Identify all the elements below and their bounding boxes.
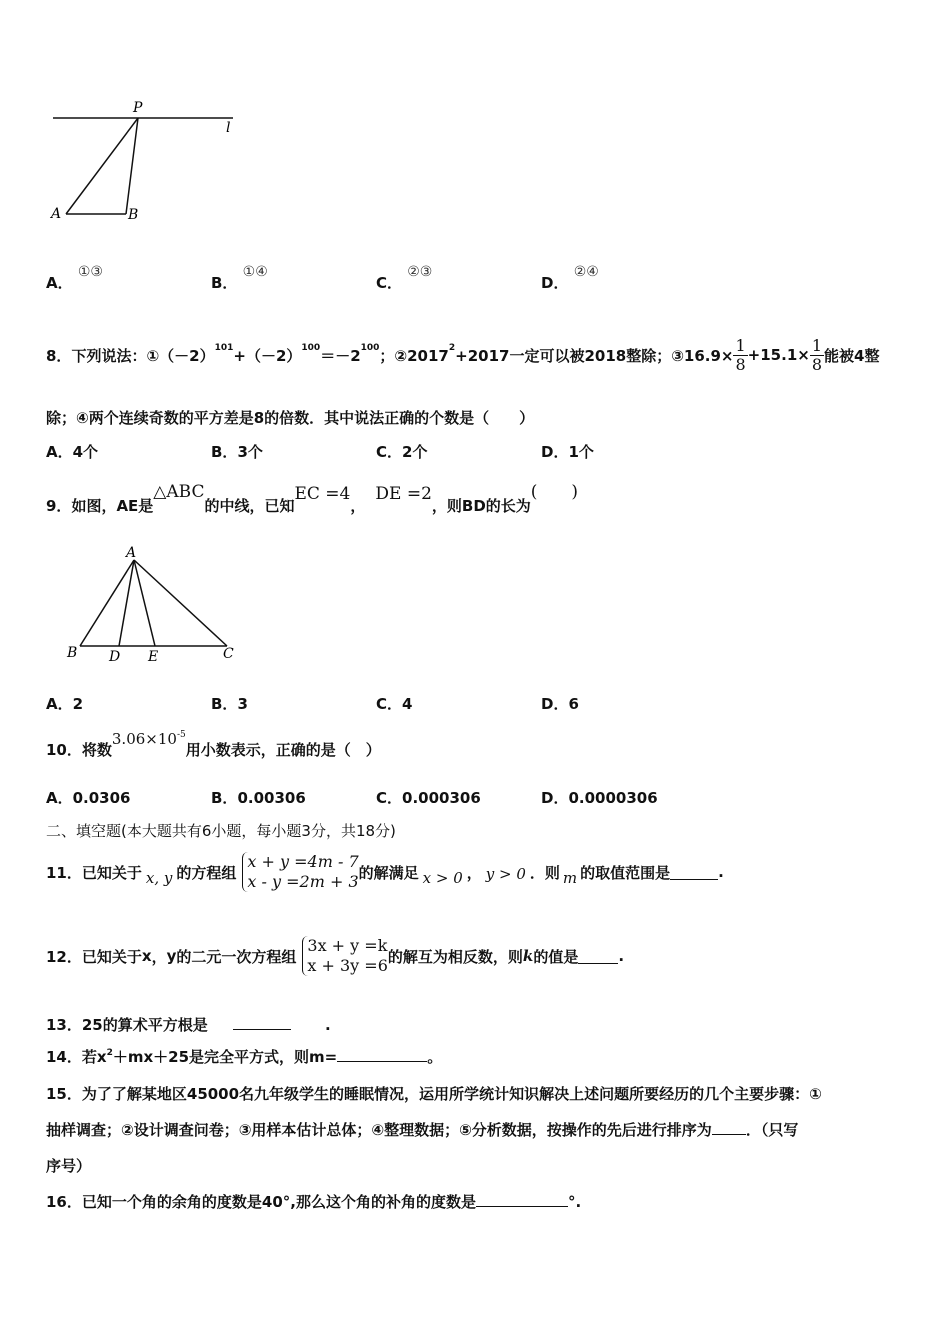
q10-text-1: 将数 [81, 741, 112, 759]
label-b: B [67, 645, 78, 661]
q14-exp: 2 [106, 1048, 113, 1058]
formula-triangle-abc: △ABC [153, 482, 205, 502]
q13-end: . [324, 1016, 331, 1034]
label-d: D [109, 649, 121, 665]
equation-1: 3x + y =k [307, 936, 388, 955]
q7-option-d[interactable] [541, 264, 599, 293]
q9-text-1: 如图，AE是 [71, 497, 154, 515]
q12-comma: ， [151, 947, 167, 966]
q8-text-4: ；②2017 [379, 346, 449, 365]
q14-text-1: 若x [81, 1048, 107, 1066]
equation-system [302, 936, 388, 976]
question-14 [46, 1046, 442, 1067]
q9-option-d[interactable] [541, 693, 579, 714]
option-letter: D． [541, 274, 569, 292]
question-number: 10． [46, 741, 82, 759]
q7-option-a[interactable] [46, 264, 103, 293]
q8-exp-3: 100 [360, 343, 380, 353]
question-number: 12． [46, 947, 82, 966]
option-letter: D． [541, 695, 569, 713]
question-10 [46, 728, 381, 760]
q7-option-b[interactable] [211, 264, 268, 293]
q8-text-5: +2017一定可以被2018整除；③16.9× [455, 346, 734, 365]
question-13 [46, 1014, 331, 1035]
q10-option-c[interactable] [376, 787, 481, 808]
var-xy: x, y [145, 869, 173, 887]
q11-text-5: ．则 [529, 863, 560, 882]
answer-blank[interactable] [670, 864, 718, 880]
answer-blank[interactable] [578, 948, 618, 964]
label-e: E [148, 649, 159, 665]
q9-text-3: ， [350, 497, 366, 515]
q11-text-1: 已知关于 [81, 863, 142, 882]
q12-end: . [618, 947, 625, 965]
option-text: 0.0000306 [568, 789, 658, 807]
q10-text-2: 用小数表示，正确的是（ ） [185, 741, 381, 759]
answer-blank[interactable] [233, 1014, 291, 1030]
option-text: 0.0306 [72, 789, 131, 807]
question-11 [46, 846, 724, 898]
option-letter: C． [376, 695, 403, 713]
q15-line-2b: ．（只写 [745, 1121, 799, 1139]
frac-numerator: 1 [735, 335, 746, 355]
label-p: P [133, 100, 143, 116]
frac-numerator: 1 [811, 335, 823, 355]
q8-text-2: +（－2） [233, 346, 302, 365]
question-12 [46, 930, 624, 982]
q8-option-d[interactable] [541, 441, 594, 462]
question-number: 13． [46, 1016, 82, 1034]
option-letter: B． [211, 443, 238, 461]
q12-text-2: 的二元一次方程组 [176, 947, 297, 966]
option-text: 3个 [237, 443, 263, 461]
question-9 [46, 476, 578, 516]
segment-ae [134, 560, 155, 646]
question-number: 16． [46, 1193, 82, 1211]
formula-scientific [112, 730, 186, 748]
option-text: ②③ [407, 264, 433, 280]
q8-text-7: 能被4整 [824, 346, 880, 365]
option-letter: D． [541, 789, 569, 807]
var-y: y [166, 947, 177, 965]
formula-exponent: -5 [176, 730, 186, 740]
option-text: 0.00306 [237, 789, 306, 807]
fraction-one-eighth [810, 337, 824, 374]
option-letter: A． [46, 274, 73, 292]
q15-line-2a: 抽样调查；②设计调查问卷；③用样本估计总体；④整理数据；⑤分析数据，按操作的先后进行排序为 [46, 1121, 712, 1139]
option-text: 1个 [568, 443, 594, 461]
q16-end: °. [567, 1193, 582, 1211]
var-k: k [522, 947, 534, 965]
option-text: 4 [402, 695, 413, 713]
option-text: 0.000306 [402, 789, 481, 807]
condition-y: y > 0 [485, 865, 526, 883]
q11-text-3: 的解满足 [358, 863, 419, 882]
answer-paren: ( ) [530, 482, 579, 502]
q9-option-a[interactable] [46, 693, 83, 714]
label-l: l [226, 120, 231, 136]
segment-ac [134, 560, 227, 646]
question-8-line2: 除；④两个连续奇数的平方差是8的倍数．其中说法正确的个数是（ ） [46, 409, 535, 427]
label-b: B [128, 207, 139, 223]
q11-text-6: 的取值范围是 [580, 863, 671, 882]
option-letter: A． [46, 789, 73, 807]
q8-exp-2: 100 [301, 343, 321, 353]
option-letter: C． [376, 274, 403, 292]
option-text: 3 [237, 695, 248, 713]
q12-text-4: 的值是 [533, 947, 579, 966]
q14-end: 。 [427, 1048, 443, 1066]
q12-text-3: 的解互为相反数，则 [387, 947, 523, 966]
q10-option-d[interactable] [541, 787, 658, 808]
formula-base: 3.06×10 [111, 730, 177, 748]
answer-blank[interactable] [712, 1119, 746, 1135]
formula-ec: EC =4 [294, 484, 351, 504]
q8-option-c[interactable] [376, 441, 427, 462]
label-a: A [51, 206, 62, 222]
option-text: ①③ [77, 264, 103, 280]
q8-exp-1: 101 [214, 343, 234, 353]
question-15-line2 [46, 1119, 798, 1140]
var-m: m [562, 869, 578, 887]
question-number: 11． [46, 863, 82, 882]
option-letter: C． [376, 443, 403, 461]
answer-blank[interactable] [476, 1191, 568, 1207]
q9-option-b[interactable] [211, 693, 248, 714]
option-letter: A． [46, 695, 73, 713]
section-heading: 二、填空题(本大题共有6小题，每小题3分，共18分) [46, 822, 396, 840]
q10-option-b[interactable] [211, 787, 306, 808]
option-text: 4个 [72, 443, 99, 461]
q14-text-2: ＋mx＋25是完全平方式，则m= [112, 1048, 338, 1066]
equation-2: x - y =2m + 3 [247, 872, 359, 891]
q8-exp-4: 2 [448, 343, 456, 353]
question-16 [46, 1191, 581, 1212]
equation-1: x + y =4m - 7 [247, 852, 359, 871]
question-15 [46, 1083, 822, 1104]
figure-triangle-abc [62, 540, 242, 665]
q7-option-c[interactable] [376, 264, 433, 293]
q11-end: . [718, 863, 724, 881]
question-number: 14． [46, 1048, 82, 1066]
equation-system [242, 852, 358, 892]
q8-option-a[interactable] [46, 441, 98, 462]
equation-2: x + 3y =6 [307, 956, 388, 975]
option-letter: B． [211, 695, 238, 713]
figure-line-triangle [48, 98, 248, 228]
option-text: ②④ [573, 264, 599, 280]
q9-option-c[interactable] [376, 693, 412, 714]
q16-text-1: 已知一个角的余角的度数是40°,那么这个角的补角的度数是 [81, 1193, 476, 1211]
option-letter: C． [376, 789, 403, 807]
condition-x: x > 0 [422, 869, 463, 887]
question-number: 8． [46, 346, 72, 365]
answer-blank[interactable] [337, 1046, 427, 1062]
q11-text-2: 的方程组 [176, 863, 237, 882]
q8-text-6: +15.1× [747, 346, 810, 364]
label-c: C [223, 646, 234, 662]
q13-text: 25的算术平方根是 [81, 1016, 208, 1034]
option-letter: D． [541, 443, 569, 461]
option-text: 6 [568, 695, 579, 713]
q8-text-3: ＝－2 [320, 346, 361, 365]
frac-denominator: 8 [811, 354, 823, 374]
question-number: 9． [46, 497, 72, 515]
frac-denominator: 8 [735, 354, 746, 374]
question-8 [46, 323, 879, 387]
option-text: 2个 [402, 443, 428, 461]
option-text: ①④ [242, 264, 268, 280]
label-a: A [126, 545, 137, 561]
formula-de: DE =2 [375, 484, 432, 504]
option-text: 2 [72, 695, 84, 713]
question-15-line3: 序号） [46, 1157, 92, 1175]
var-x: x [141, 947, 152, 965]
q11-text-4: ， [466, 863, 482, 882]
q10-option-a[interactable] [46, 787, 131, 808]
fraction-one-eighth [733, 337, 747, 374]
option-letter: A． [46, 443, 73, 461]
option-letter: B． [211, 274, 238, 292]
q8-option-b[interactable] [211, 441, 263, 462]
q15-line-1: 为了了解某地区45000名九年级学生的睡眠情况，运用所学统计知识解决上述问题所要经历的几个主要步骤：① [81, 1085, 822, 1103]
q12-text-1: 已知关于 [81, 947, 142, 966]
question-number: 15． [46, 1085, 82, 1103]
q9-text-4: ，则BD的长为 [431, 497, 531, 515]
q8-text-1: 下列说法：①（－2） [71, 346, 215, 365]
option-letter: B． [211, 789, 238, 807]
q9-text-2: 的中线，已知 [204, 497, 295, 515]
